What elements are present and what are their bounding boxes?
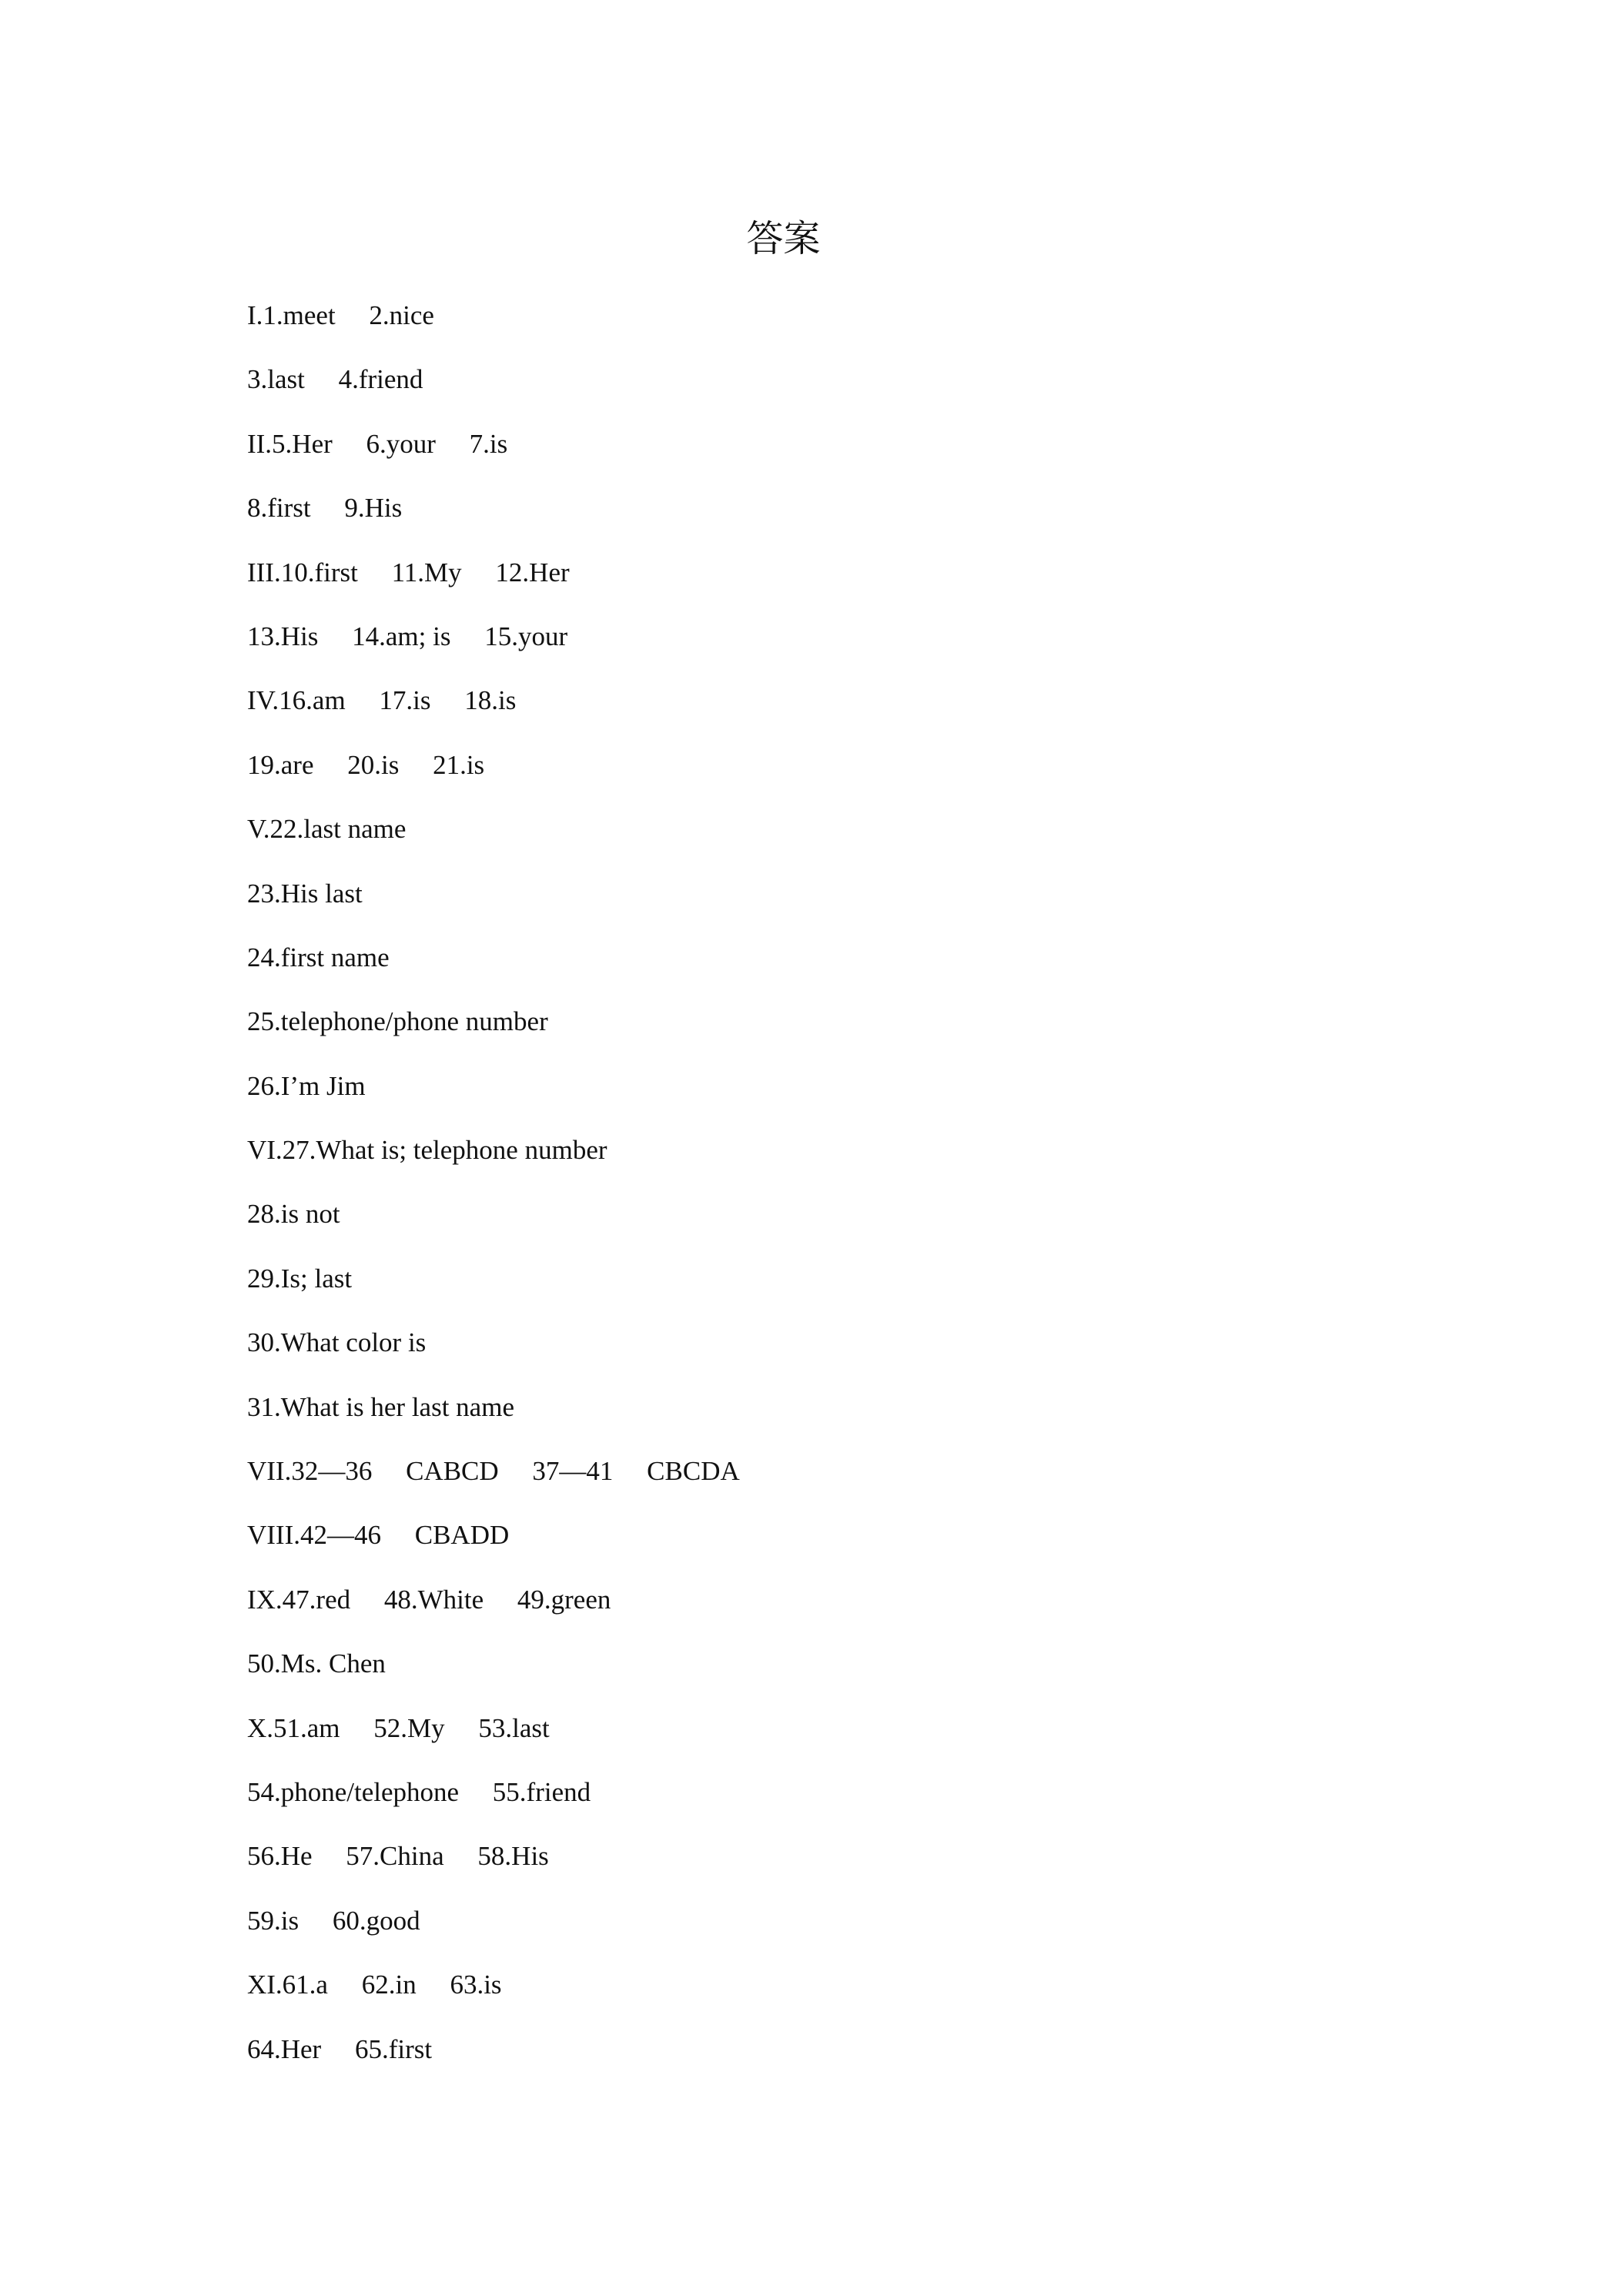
answer-line: XI.61.a 62.in 63.is [247, 1970, 502, 2000]
answer-line: 54.phone/telephone 55.friend [247, 1776, 591, 1807]
answer-line: X.51.am 52.My 53.last [247, 1712, 550, 1743]
answer-line: 13.His 14.am; is 15.your [247, 621, 568, 651]
answer-line: 29.Is; last [247, 1263, 353, 1294]
answer-line: 24.first name [247, 942, 390, 972]
answer-line: 23.His last [247, 878, 363, 909]
answer-line: 50.Ms. Chen [247, 1648, 386, 1679]
answer-line: III.10.first 11.My 12.Her [247, 557, 570, 587]
answer-line: VII.32—36 CABCD 37—41 CBCDA [247, 1456, 740, 1487]
answer-line: V.22.last name [247, 814, 407, 845]
answer-line: IX.47.red 48.White 49.green [247, 1584, 611, 1615]
answer-line: 30.What color is [247, 1327, 427, 1358]
answer-line: 64.Her 65.first [247, 2033, 433, 2064]
answer-line: 28.is not [247, 1199, 340, 1230]
answer-line: IV.16.am 17.is 18.is [247, 685, 517, 716]
answer-line: 59.is 60.good [247, 1905, 420, 1936]
answer-line: VI.27.What is; telephone number [247, 1135, 607, 1166]
page-title: 答案 [746, 217, 821, 260]
answer-line: 25.telephone/phone number [247, 1006, 548, 1037]
answer-line: VIII.42—46 CBADD [247, 1520, 510, 1551]
answer-line: I.1.meet 2.nice [247, 300, 434, 330]
answer-line: II.5.Her 6.your 7.is [247, 428, 508, 459]
answer-line: 19.are 20.is 21.is [247, 749, 485, 780]
answer-line: 56.He 57.China 58.His [247, 1841, 549, 1872]
answer-line: 3.last 4.friend [247, 364, 423, 395]
answer-line: 31.What is her last name [247, 1391, 514, 1422]
answer-line: 26.I’m Jim [247, 1070, 366, 1101]
answer-line: 8.first 9.His [247, 493, 403, 524]
answer-list [247, 296, 1556, 2094]
